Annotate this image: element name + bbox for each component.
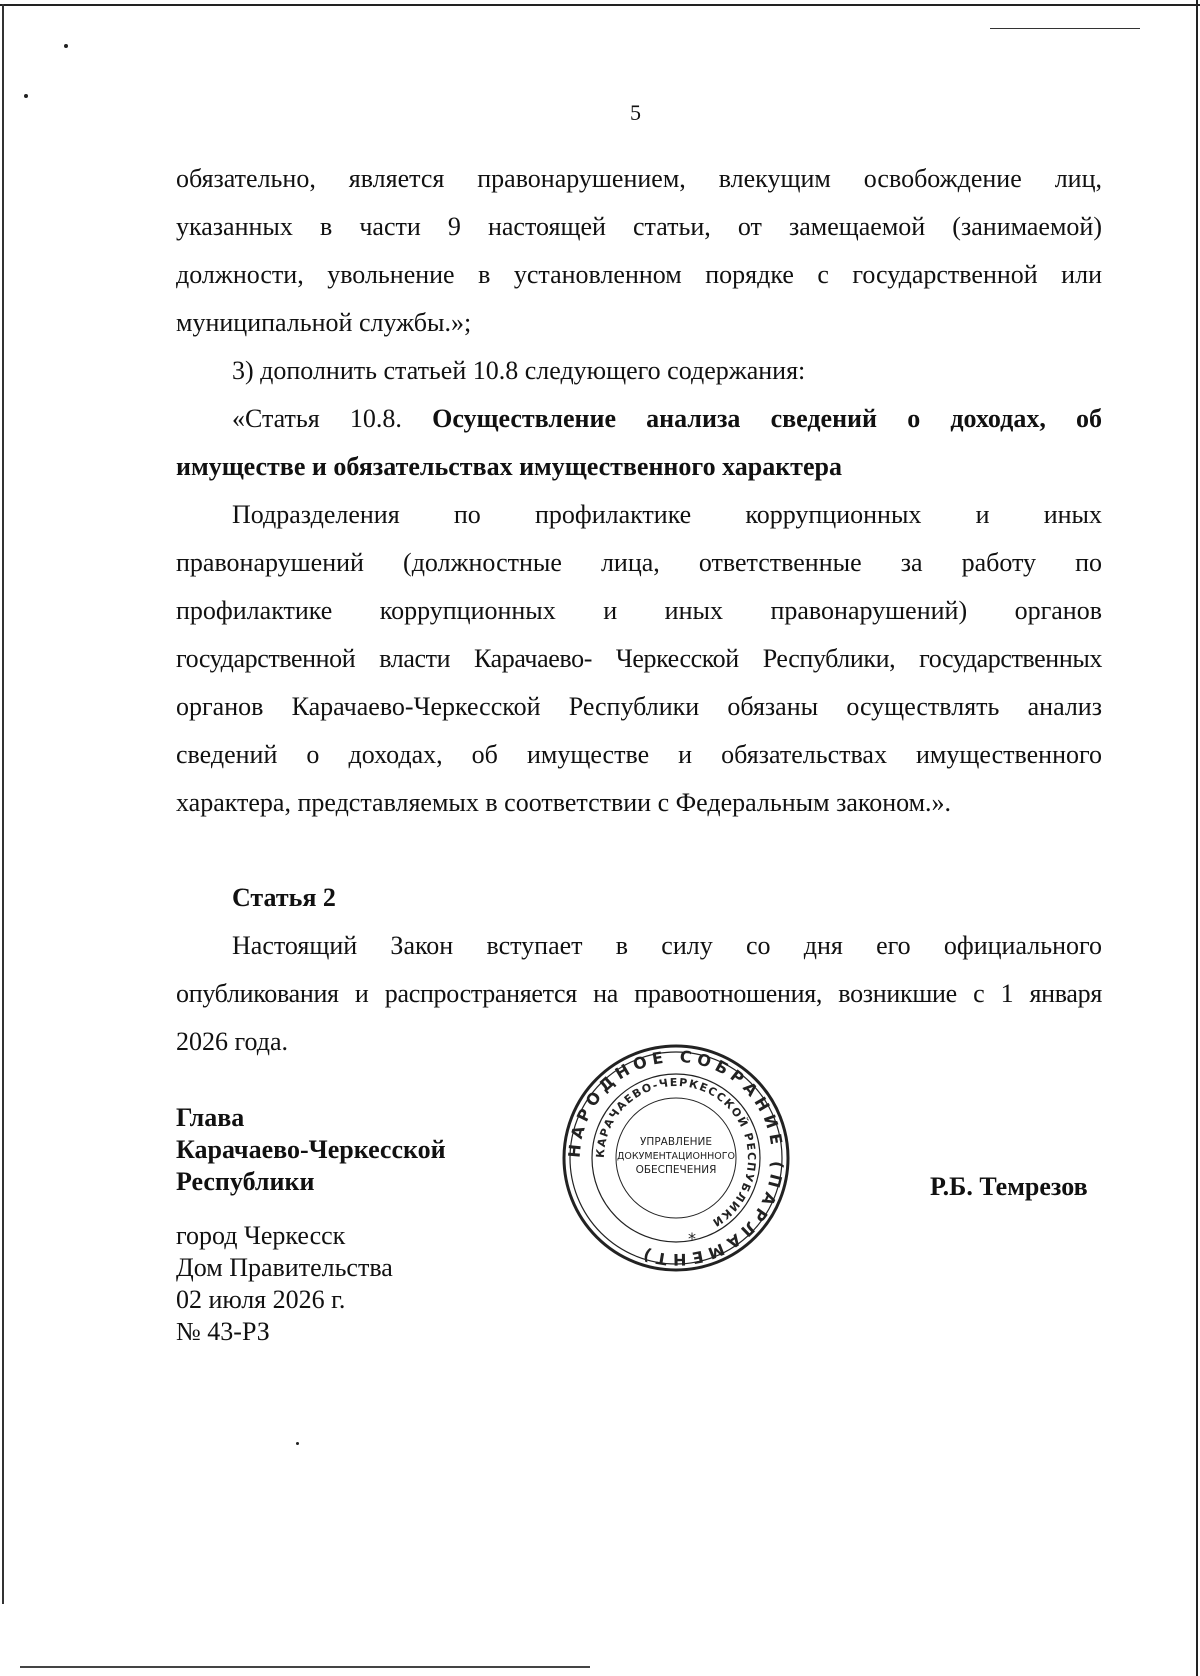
law-number: № 43-РЗ <box>176 1317 270 1346</box>
text-line: Настоящий Закон вступает в силу со дня его официального <box>232 931 1102 960</box>
scan-edge-top-right <box>990 28 1140 29</box>
article-heading: Статья 2 <box>232 883 336 912</box>
signatory-title-line: Глава <box>176 1103 245 1132</box>
scan-edge-right <box>1196 0 1198 1676</box>
text-line: 2026 года. <box>176 1027 289 1056</box>
signatory-title <box>176 1102 446 1198</box>
official-seal <box>560 1042 792 1274</box>
scan-speck <box>296 1442 299 1445</box>
article-10-8-heading <box>176 395 1102 491</box>
building: Дом Правительства <box>176 1253 393 1282</box>
city: город Черкесск <box>176 1221 346 1250</box>
seal-outer-text: НАРОДНОЕ СОБРАНИЕ (ПАРЛАМЕНТ) <box>564 1046 788 1270</box>
text-line: правонарушений (должностные лица, ответственные за работу по <box>176 548 1102 577</box>
text-line: профилактике коррупционных и иных правонарушений) органов <box>176 596 1102 625</box>
text-line: органов Карачаево-Черкесской Республики обязаны осуществлять анализ <box>176 692 1102 721</box>
text-line: Подразделения по профилактике коррупционных и иных <box>232 500 1102 529</box>
text-line: сведений о доходах, об имуществе и обязательствах имущественного <box>176 740 1102 769</box>
signer-name: Р.Б. Темрезов <box>930 1172 1088 1201</box>
article-title: Осуществление анализа сведений о доходах, об <box>432 404 1103 433</box>
text-line: должности, увольнение в установленном порядке с государственной или <box>176 260 1102 289</box>
place-and-date <box>176 1220 393 1348</box>
article-2 <box>176 874 1102 1066</box>
text-line: муниципальной службы.»; <box>176 308 472 337</box>
scan-edge-bottom <box>20 1666 590 1668</box>
text-line: опубликования и распространяется на правоотношения, возникшие с 1 января <box>176 979 1102 1008</box>
seal-center-line: ОБЕСПЕЧЕНИЯ <box>635 1164 717 1176</box>
text-line: указанных в части 9 настоящей статьи, от замещаемой (занимаемой) <box>176 212 1102 241</box>
text-line: обязательно, является правонарушением, влекущим освобождение лиц, <box>176 164 1102 193</box>
article-title: имуществе и обязательствах имущественного характера <box>176 452 842 481</box>
scan-speck <box>24 94 28 98</box>
text-line: 3) дополнить статьей 10.8 следующего содержания: <box>232 356 806 385</box>
seal-star-icon: * <box>688 1229 696 1248</box>
paragraph-continuation <box>176 155 1102 347</box>
article-label: «Статья 10.8. <box>232 404 402 433</box>
seal-center-line: ДОКУМЕНТАЦИОННОГО <box>616 1151 736 1162</box>
amendment-item-3 <box>176 347 1102 395</box>
text-line: государственной власти Карачаево- Черкесской Республики, государственных <box>176 644 1102 673</box>
article-10-8-body <box>176 491 1102 827</box>
scan-speck <box>64 44 68 48</box>
signatory-title-line: Карачаево-Черкесской <box>176 1135 446 1164</box>
page-number: 5 <box>630 100 641 125</box>
seal-center-line: УПРАВЛЕНИЕ <box>640 1136 712 1148</box>
text-line: характера, представляемых в соответствии с Федеральным законом.». <box>176 788 952 817</box>
signatory-title-line: Республики <box>176 1167 315 1196</box>
date: 02 июля 2026 г. <box>176 1285 346 1314</box>
scan-edge-left <box>2 4 4 1604</box>
seal-inner-text: КАРАЧАЕВО-ЧЕРКЕССКОЙ РЕСПУБЛИКИ <box>593 1075 759 1230</box>
scan-edge-top <box>0 4 1200 6</box>
